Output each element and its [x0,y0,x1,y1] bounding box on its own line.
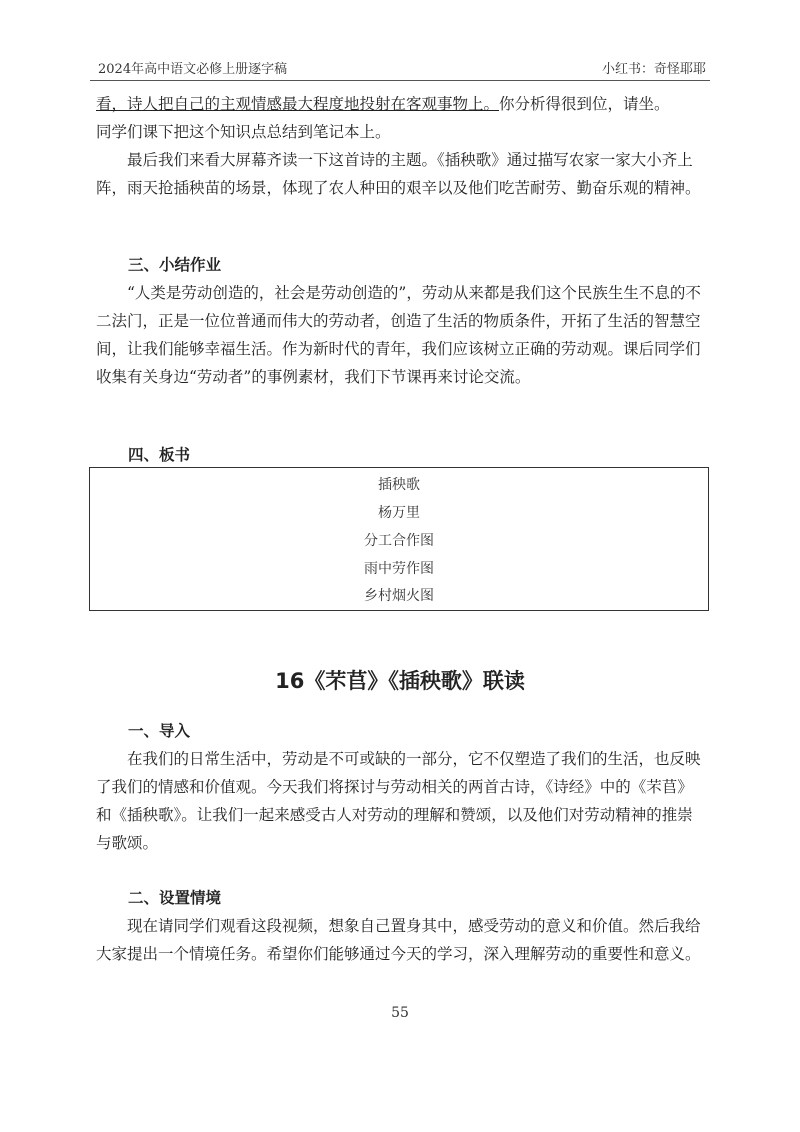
theme-paragraph: 最后我们来看大屏幕齐读一下这首诗的主题。《插秧歌》通过描写农家一家大小齐上阵，雨天抢插秧苗的场景，体现了农人种田的艰辛以及他们吃苦耐劳、勤奋乐观的精神。 [96,151,701,197]
scenario-heading: 二、设置情境 [128,889,222,907]
underlined-sentence: 看，诗人把自己的主观情感最大程度地投射在客观事物上。 [96,95,500,113]
board-line-3: 乡村烟火图 [364,588,434,604]
section-3-heading: 三、小结作业 [128,256,222,274]
section-4-heading: 四、板书 [128,446,191,464]
page-number: 55 [391,1005,409,1021]
section-3-paragraph: “人类是劳动创造的，社会是劳动创造的”，劳动从来都是我们这个民族生生不息的不二法门，正是一位位普通而伟大的劳动者，创造了生活的物质条件，开拓了生活的智慧空间，让我们能够幸福生活。作为新时代的青年，我们应该树立正确的劳动观。课后同学们收集有关身边“劳动者”的事例素材，我们下节课再来讨论交流。 [96,284,701,386]
continuation-rest: 你分析得很到位，请坐。 [499,95,670,113]
header-book-title: 2024年高中语文必修上册逐字稿 [98,62,288,77]
lesson-title: 16《芣苢》《插秧歌》联读 [275,669,525,693]
intro-heading: 一、导入 [128,722,191,740]
board-line-title: 插秧歌 [378,477,420,493]
board-line-1: 分工合作图 [364,533,434,549]
continuation-paragraph [96,90,706,146]
blackboard-outline-box [89,467,709,611]
continuation-line2: 同学们课下把这个知识点总结到笔记本上。 [96,123,391,141]
header-author-tag: 小红书：奇怪耶耶 [601,62,706,77]
page-header [90,56,710,78]
board-line-2: 雨中劳作图 [364,561,434,577]
intro-paragraph: 在我们的日常生活中，劳动是不可或缺的一部分，它不仅塑造了我们的生活，也反映了我们的情感和价值观。今天我们将探讨与劳动相关的两首古诗，《诗经》中的《芣苢》和《插秧歌》。让我们一起来感受古人对劳动的理解和赞颂，以及他们对劳动精神的推崇与歌颂。 [96,750,701,852]
header-divider [90,80,710,81]
board-line-author: 杨万里 [378,505,420,521]
scenario-paragraph: 现在请同学们观看这段视频，想象自己置身其中，感受劳动的意义和价值。然后我给大家提出一个情境任务。希望你们能够通过今天的学习，深入理解劳动的重要性和意义。 [96,917,701,963]
